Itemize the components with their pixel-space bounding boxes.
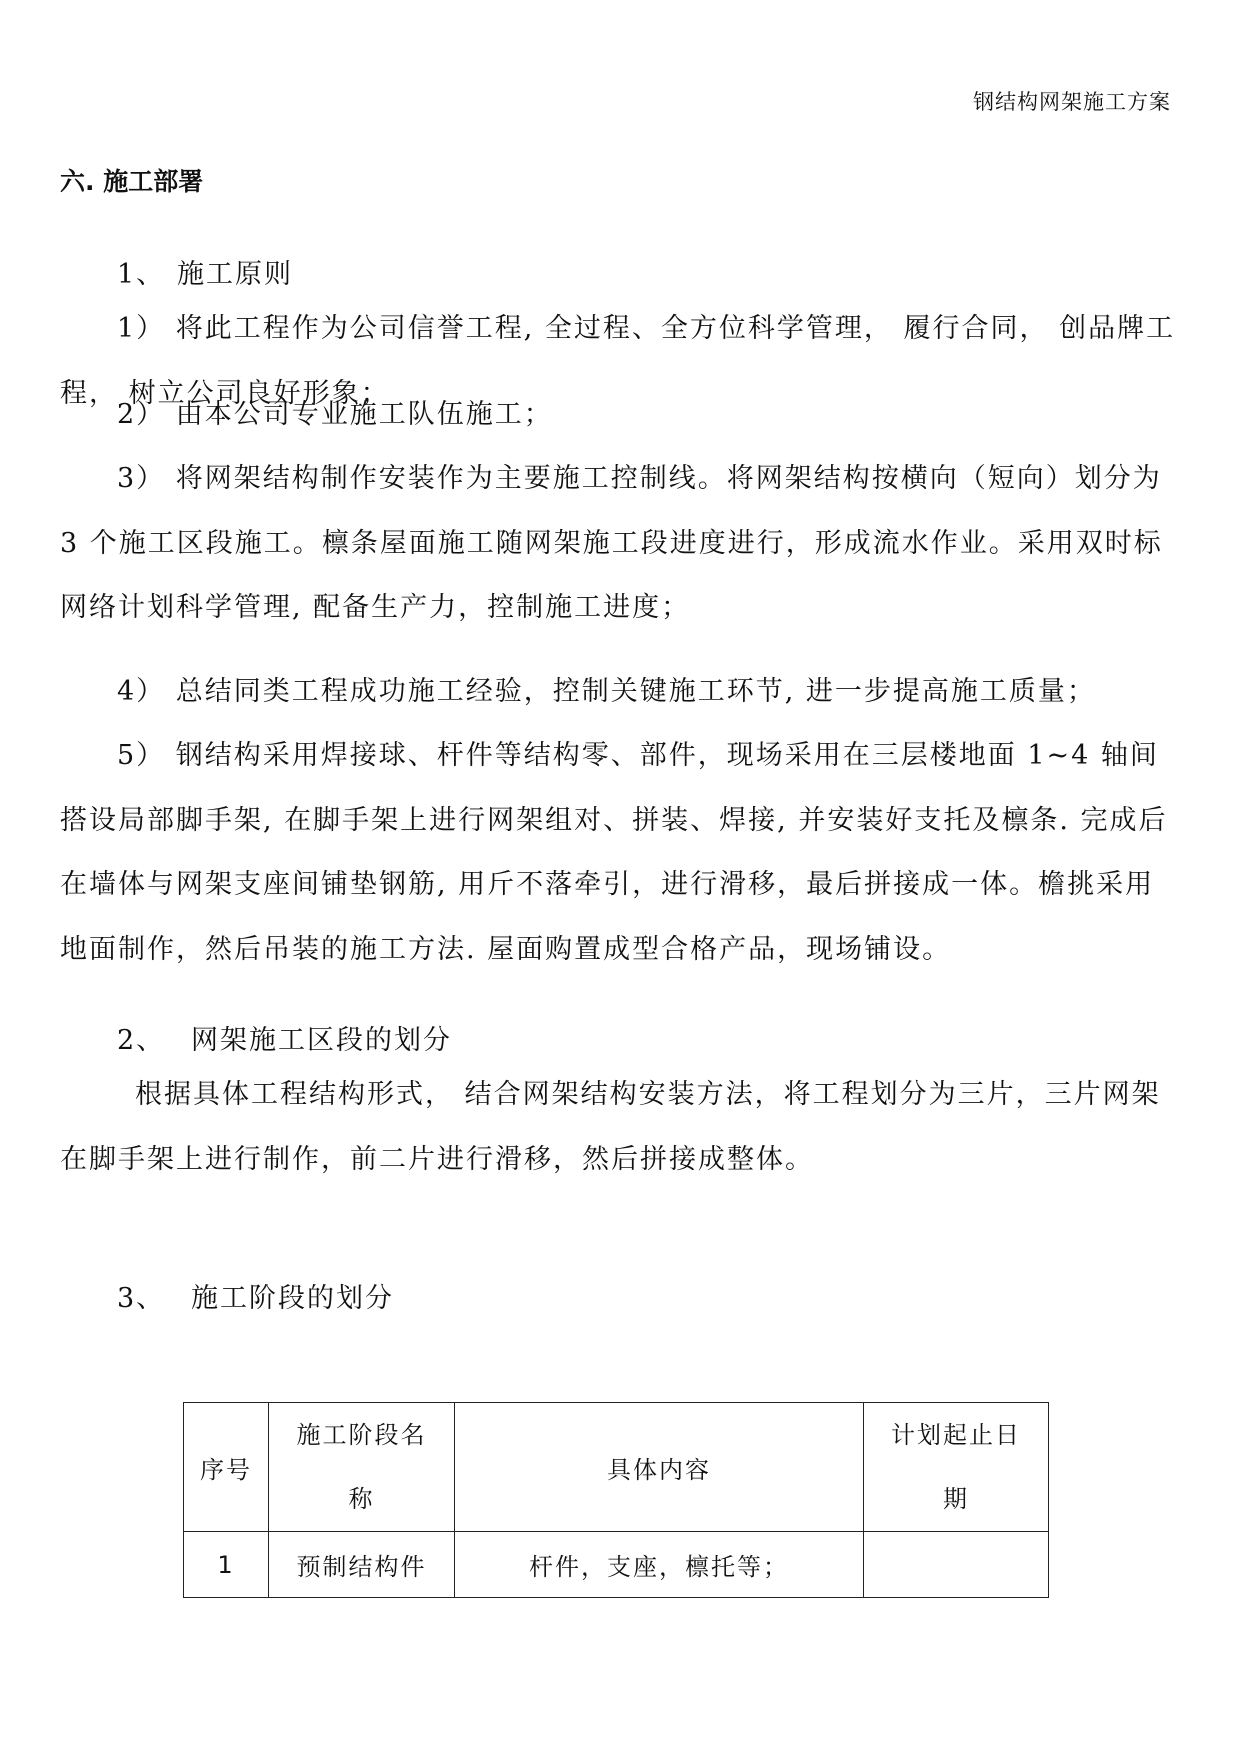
subsection-2-number: 2、 (117, 1025, 166, 1056)
principle-item-2: 2） 由本公司专业施工队伍施工； (117, 399, 553, 430)
subsection-3-number: 3、 (117, 1283, 166, 1314)
stage-table (183, 1402, 1049, 1598)
subsection-1-title: 施工原则 (177, 259, 293, 290)
subsection-2-title: 网架施工区段的划分 (191, 1025, 452, 1056)
subsection-1-heading (117, 252, 293, 291)
principle-item-1: 1） 将此工程作为公司信誉工程, 全过程、全方位科学管理， 履行合同， 创品牌工程， 树立公司良好形象； (60, 313, 1176, 409)
row-stage-name: 预制结构件 (269, 1532, 455, 1598)
subsection-3-heading (117, 1276, 394, 1315)
header-planned-date-line1: 计划起止日 (891, 1421, 1021, 1449)
header-stage-name-line2: 称 (348, 1485, 375, 1513)
row-content: 杆件，支座，檩托等； (455, 1532, 864, 1598)
table-header-row (184, 1403, 1049, 1532)
principle-item-3: 3） 将网架结构制作安装作为主要施工控制线。将网架结构按横向（短向）划分为 3 个施工区段施工。檩条屋面施工随网架施工段进度进行，形成流水作业。采用双时标网络计划科学管理, 配备生产力，控制施工进度； (60, 463, 1163, 623)
table-row (184, 1532, 1049, 1598)
row-planned-date (864, 1532, 1049, 1598)
header-stage-name (269, 1403, 455, 1532)
principle-item-4: 4） 总结同类工程成功施工经验，控制关键施工环节, 进一步提高施工质量； (117, 676, 1096, 707)
header-planned-date-line2: 期 (943, 1485, 969, 1513)
subsection-3-title: 施工阶段的划分 (191, 1283, 394, 1314)
section-division-paragraph: 根据具体工程结构形式， 结合网架结构安装方法，将工程划分为三片，三片网架在脚手架上进行制作，前二片进行滑移，然后拼接成整体。 (60, 1079, 1161, 1175)
row-seq: 1 (184, 1532, 269, 1598)
subsection-1-number: 1、 (117, 259, 166, 290)
subsection-2-heading (117, 1018, 452, 1057)
header-stage-name-line1: 施工阶段名 (296, 1421, 427, 1449)
document-header-title: 钢结构网架施工方案 (973, 90, 1171, 114)
header-content: 具体内容 (455, 1403, 864, 1532)
header-seq: 序号 (184, 1403, 269, 1532)
principle-item-5: 5） 钢结构采用焊接球、杆件等结构零、部件，现场采用在三层楼地面 1~4 轴间搭设局部脚手架, 在脚手架上进行网架组对、拼装、焊接, 并安装好支托及檩条. 完成后在墙体与网架支座间铺垫钢筋, 用斤不落牵引，进行滑移，最后拼接成一体。檐挑采用地面制作，然后吊装的施工方法. 屋面购置成型合格产品，现场铺设。 (60, 740, 1168, 965)
section-title: 六. 施工部署 (60, 167, 204, 196)
header-planned-date (864, 1403, 1049, 1532)
